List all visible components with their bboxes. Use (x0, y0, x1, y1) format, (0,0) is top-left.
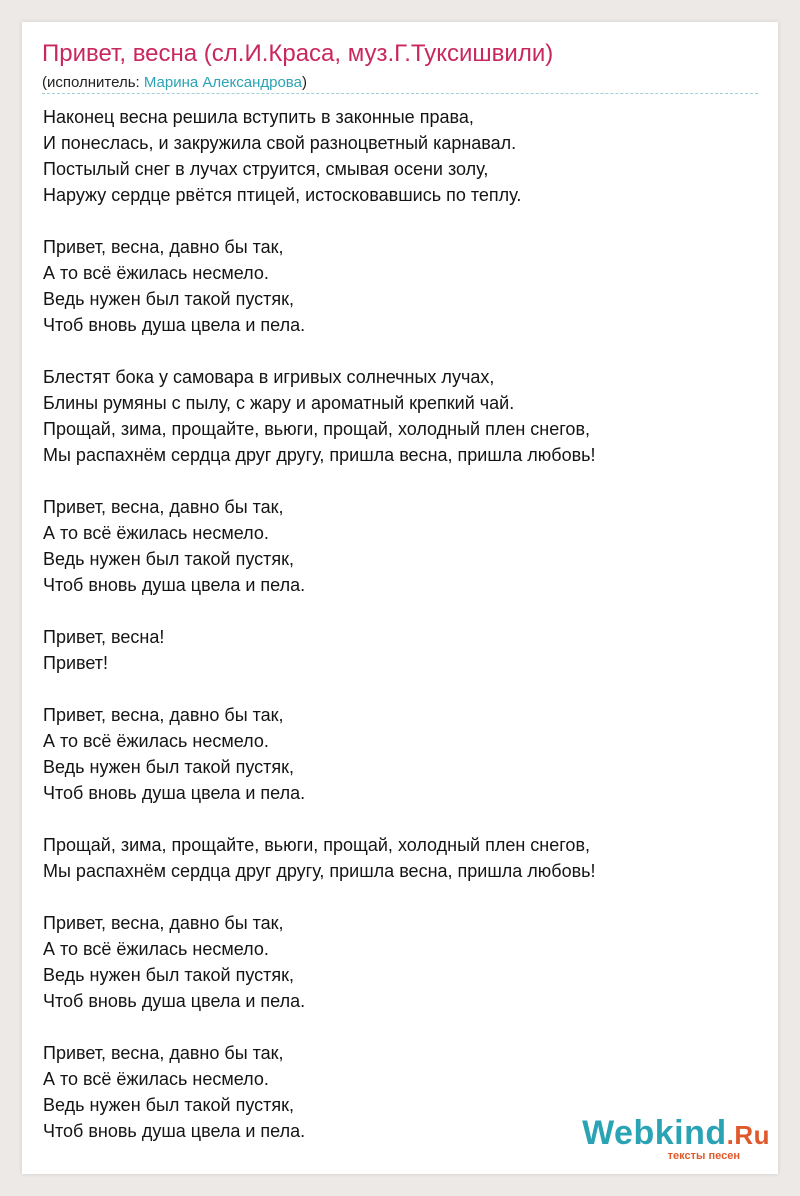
lyric-line: И понеслась, и закружила свой разноцветный карнавал. (43, 133, 517, 153)
lyric-line: Ведь нужен был такой пустяк, (43, 965, 294, 985)
webkind-logo[interactable] (582, 1116, 770, 1162)
lyrics-stanza (43, 702, 763, 806)
lyric-line: Ведь нужен был такой пустяк, (43, 1095, 294, 1115)
lyrics-stanza (43, 494, 763, 598)
brand-wordmark (582, 1116, 770, 1152)
lyric-line: Чтоб вновь душа цвела и пела. (43, 315, 306, 335)
lyric-line: Постылый снег в лучах струится, смывая осени золу, (43, 159, 489, 179)
lyric-line: Чтоб вновь душа цвела и пела. (43, 1121, 306, 1141)
brand-tld: .Ru (726, 1120, 770, 1150)
lyric-line: Мы распахнём сердца друг другу, пришла весна, пришла любовь! (43, 861, 596, 881)
lyric-line: Привет, весна, давно бы так, (43, 497, 284, 517)
brand-name: Webkind (582, 1114, 727, 1152)
lyric-line: Блины румяны с пылу, с жару и ароматный крепкий чай. (43, 393, 515, 413)
artist-link[interactable]: Марина Александрова (143, 74, 302, 91)
lyric-line: Привет, весна, давно бы так, (43, 237, 284, 257)
lyric-line: Чтоб вновь душа цвела и пела. (43, 575, 306, 595)
lyric-line: А то всё ёжилась несмело. (43, 523, 269, 543)
lyric-line: Наружу сердце рвётся птицей, истосковавшись по теплу. (43, 185, 522, 205)
lyrics-stanza (43, 364, 763, 468)
lyric-line: А то всё ёжилась несмело. (43, 731, 269, 751)
lyric-line: Ведь нужен был такой пустяк, (43, 289, 294, 309)
lyric-line: Привет! (43, 653, 109, 673)
lyrics-stanza (43, 624, 763, 676)
song-title: Привет, весна (сл.И.Краса, муз.Г.Туксишвили) (42, 40, 554, 67)
lyrics-card (22, 22, 778, 1174)
lyric-line: Привет, весна! (43, 627, 165, 647)
artist-prefix: (исполнитель: (42, 74, 144, 91)
lyric-line: Чтоб вновь душа цвела и пела. (43, 991, 306, 1011)
lyric-line: Привет, весна, давно бы так, (43, 705, 284, 725)
lyric-line: Привет, весна, давно бы так, (43, 1043, 284, 1063)
lyric-line: Блестят бока у самовара в игривых солнечных лучах, (43, 367, 495, 387)
lyric-line: Ведь нужен был такой пустяк, (43, 549, 294, 569)
title-divider (42, 93, 758, 94)
artist-line (42, 74, 307, 91)
lyric-line: А то всё ёжилась несмело. (43, 939, 269, 959)
lyrics-body (43, 104, 763, 1170)
lyric-line: А то всё ёжилась несмело. (43, 263, 269, 283)
lyrics-stanza (43, 104, 763, 208)
artist-suffix: ) (301, 74, 307, 91)
lyrics-stanza (43, 234, 763, 338)
lyric-line: А то всё ёжилась несмело. (43, 1069, 269, 1089)
lyric-line: Привет, весна, давно бы так, (43, 913, 284, 933)
lyrics-stanza (43, 910, 763, 1014)
lyric-line: Прощай, зима, прощайте, вьюги, прощай, холодный плен снегов, (43, 419, 591, 439)
lyric-line: Наконец весна решила вступить в законные права, (43, 107, 474, 127)
lyric-line: Чтоб вновь душа цвела и пела. (43, 783, 306, 803)
lyric-line: Ведь нужен был такой пустяк, (43, 757, 294, 777)
brand-tagline: тексты песен (667, 1150, 740, 1162)
lyric-line: Прощай, зима, прощайте, вьюги, прощай, холодный плен снегов, (43, 835, 591, 855)
lyric-line: Мы распахнём сердца друг другу, пришла весна, пришла любовь! (43, 445, 596, 465)
lyrics-stanza (43, 832, 763, 884)
